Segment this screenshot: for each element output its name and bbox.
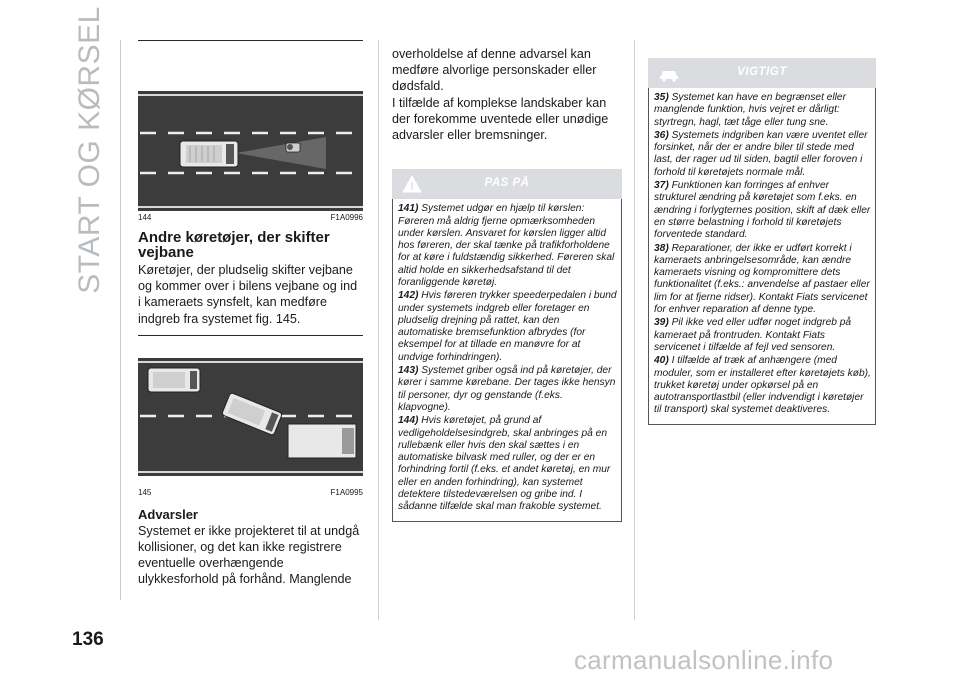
paragraph: Køretøjer, der pludselig skifter vejbane og kommer over i bilens vejbane og ind i kameraets synsfelt, kan medføre indgreb fra systemet fig. 145. xyxy=(138,263,358,326)
column-divider xyxy=(634,40,635,620)
lane-illustration-144 xyxy=(138,41,363,211)
note-144: 144) Hvis køretøjet, på grund af vedligeholdelsesindgreb, skal anbringes på en rullebænk eller hvis den skal sættes i en automatiske bilvask med ruller, og der er en forhindring fortil (f.eks. et andet køretøj, en mur eller en anden forhindring), kan systemet detektere tilstedeværelsen og gribe ind. I sådanne tilfælde skal man frakoble systemet. xyxy=(398,415,611,513)
note-35: 35) Systemet kan have en begrænset eller manglende funktion, hvis vejret er dårligt: styrtregn, hagl, tæt tåge eller tung sne. xyxy=(654,92,846,128)
note-36: 36) Systemets indgriben kan være uventet eller forsinket, når der er andre biler til stede med last, der rager ud til siden, bagtil eller foroven i forhold til køretøjets normale mål. xyxy=(654,129,868,178)
caution-box-title: PAS PÅ xyxy=(484,177,530,190)
note-39: 39) Pil ikke ved eller udfør noget indgreb på kameraet på frontruden. Kontakt Fiats servicenet i tilfælde af fejl ved sensoren. xyxy=(654,317,852,353)
lane-illustration-145 xyxy=(138,336,363,486)
figure-number: 145 xyxy=(138,487,152,497)
column-divider xyxy=(378,40,379,620)
important-box xyxy=(648,88,876,425)
column-2 xyxy=(392,40,622,522)
figure-144 xyxy=(138,41,363,222)
note-141: 141) Systemet udgør en hjælp til kørslen: Føreren må aldrig fjerne opmærksomheden under kørslen. Ansvaret for kørslen ligger altid hos føreren, der skal tænke på trafikforholdene for at køre i fuldstændig sikkerhed. Føreren skal altid holde en sikkerhedsafstand til det foranliggende køretøj. xyxy=(398,203,615,288)
important-box-title: VIGTIGT xyxy=(737,66,787,78)
side-rule xyxy=(120,40,121,600)
paragraph: overholdelse af denne advarsel kan medføre alvorlige personskader eller dødsfald. xyxy=(392,47,597,94)
note-40: 40) I tilfælde af træk af anhængere (med moduler, som er installeret efter køretøjets køb), trukket køretøj under opkørsel på en autotransportlastbil (eller indvendigt i køretøjer til transport) skal systemet deaktiveres. xyxy=(654,355,871,416)
figure-number: 144 xyxy=(138,213,152,222)
subheading: Advarsler xyxy=(138,506,198,522)
paragraph: I tilfælde af komplekse landskaber kan der forekomme uventede eller unødige advarsler eller bremsninger. xyxy=(392,95,609,143)
paragraph: Systemet er ikke projekteret til at undgå kollisioner, og det kan ikke registrere eventuelle overhængende ulykkesforhold på forhånd. Manglende xyxy=(138,523,360,587)
section-heading: Andre køretøjer, der skifter vejbane xyxy=(138,229,330,261)
column-3 xyxy=(648,40,876,425)
note-143: 143) Systemet griber også ind på køretøjer, der kører i samme kørebane. Der tages ikke hensyn til personer, dyr og genstande (f.eks. klapvogne). xyxy=(398,365,616,413)
figure-code: F1A0996 xyxy=(330,213,363,222)
figure-code: F1A0995 xyxy=(330,487,363,497)
note-142: 142) Hvis føreren trykker speederpedalen i bund under systemets indgreb eller foretager en pludselig drejning på rattet, kan den automatiske bremsefunktion afbrydes (for eksempel for at tillade en manøvre for at undvige forhindringen). xyxy=(398,290,617,363)
watermark: carmanualsonline.info xyxy=(574,645,834,675)
column-1 xyxy=(138,40,363,588)
figure-145 xyxy=(138,336,363,497)
note-37: 37) Funktionen kan forringes af enhver strukturel ændring på køretøjet som f.eks. en ændring i forlygternes position, skift af dæk eller en større belastning i forhold til køretøjets forventede standard. xyxy=(654,180,871,241)
note-38: 38) Reparationer, der ikke er udført korrekt i kameraets anbringelsesområde, kan ændre kameraets visning og kompromittere dets funktionalitet (f.eks.: anvendelse af pastaer eller lim for at fjerne ridser). Kontakt Fiats servicenet for enhver reparation af denne type. xyxy=(654,242,870,316)
chapter-title: START OG KØRSEL xyxy=(73,6,106,294)
svg-text:!: ! xyxy=(410,181,414,194)
important-box-header xyxy=(648,58,876,88)
caution-box-header xyxy=(392,169,622,199)
page-number: 136 xyxy=(72,629,104,650)
caution-box xyxy=(392,199,622,521)
